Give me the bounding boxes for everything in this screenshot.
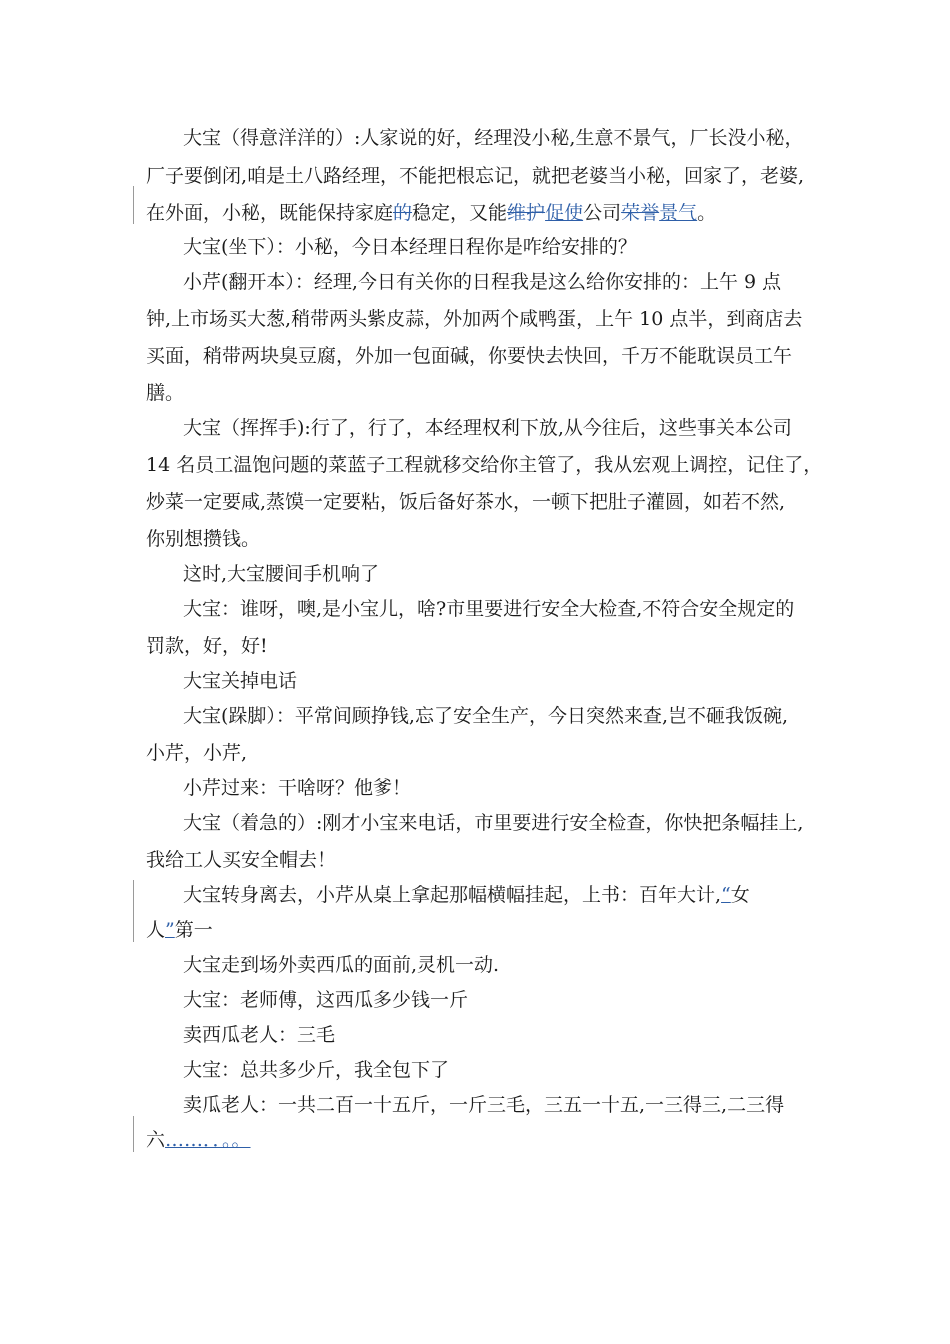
- paragraph-line: 这时,大宝腰间手机响了: [183, 563, 380, 585]
- text-run: 在外面，小秘，既能保持家庭: [146, 202, 394, 224]
- inserted-text: “: [721, 884, 731, 906]
- paragraph-line: 大宝：谁呀，噢,是小宝儿，啥?市里要进行安全大检查,不符合安全规定的: [183, 598, 795, 620]
- paragraph-line: 大宝（挥挥手):行了，行了，本经理权利下放,从今往后，这些事关本公司: [183, 417, 792, 439]
- text-run: 女: [730, 884, 750, 906]
- paragraph-line: 大宝：老师傅，这西瓜多少钱一斤: [183, 989, 469, 1011]
- paragraph-line: 大宝走到场外卖西瓜的面前,灵机一动.: [183, 954, 500, 976]
- paragraph-line: 你别想攒钱。: [146, 528, 261, 550]
- change-bar: [133, 186, 134, 224]
- deleted-text: 的: [393, 202, 413, 224]
- paragraph-line: 大宝关掉电话: [183, 670, 298, 692]
- inserted-text: ……: [165, 1129, 204, 1151]
- inserted-text: 景气: [659, 202, 698, 224]
- deleted-text: 荣誉: [621, 202, 660, 224]
- paragraph-line: 大宝(跺脚）：平常间顾挣钱,忘了安全生产，今日突然来查,岂不砸我饭碗,: [183, 705, 789, 727]
- paragraph-line: 大宝：总共多少斤，我全包下了: [183, 1059, 450, 1081]
- text-run: 稳定，又能: [412, 202, 508, 224]
- text-run: 大宝转身离去，小芹从桌上拿起那幅横幅挂起，上书：百年大计,: [183, 884, 722, 906]
- paragraph-line: 钟,上市场买大葱,稍带两头紫皮蒜，外加两个咸鸭蛋，上午 10 点半，到商店去: [146, 308, 803, 330]
- deleted-text: 维护: [507, 202, 546, 224]
- paragraph-line-revised: [146, 201, 716, 225]
- text-run: 六: [146, 1129, 166, 1151]
- change-bar: [133, 1116, 134, 1152]
- text-run: 人: [146, 919, 166, 941]
- text-run: 公司: [583, 202, 622, 224]
- paragraph-line: 小芹，小芹,: [146, 742, 248, 764]
- paragraph-line-revised: [183, 883, 750, 907]
- paragraph-line: 14 名员工温饱问题的菜蓝子工程就移交给你主管了，我从宏观上调控，记住了，: [146, 454, 823, 476]
- paragraph-line: 大宝（着急的）:刚才小宝来电话，市里要进行安全检查，你快把条幅挂上,: [183, 812, 804, 834]
- change-bar: [133, 880, 134, 942]
- paragraph-line: 膳。: [146, 382, 185, 404]
- inserted-text: ．．。。: [203, 1129, 251, 1151]
- paragraph-line: 罚款，好，好!: [146, 635, 268, 657]
- paragraph-line: 大宝（得意洋洋的）:人家说的好，经理没小秘,生意不景气，厂长没小秘，: [183, 127, 804, 149]
- paragraph-line: 卖西瓜老人：三毛: [183, 1024, 336, 1046]
- paragraph-line: 厂子要倒闭,咱是土八路经理，不能把根忘记，就把老婆当小秘，回家了，老婆,: [146, 165, 805, 187]
- paragraph-line: 小芹过来：干啥呀？他爹！: [183, 777, 412, 799]
- paragraph-line: 小芹(翻开本）：经理,今日有关你的日程我是这么给你安排的：上午 9 点: [183, 271, 782, 293]
- paragraph-line: 我给工人买安全帽去！: [146, 849, 337, 871]
- paragraph-line: 卖瓜老人：一共二百一十五斤，一斤三毛，三五一十五,一三得三,二三得: [183, 1094, 785, 1116]
- paragraph-line-revised: [146, 1128, 251, 1152]
- text-run: 。: [697, 202, 717, 224]
- text-run: 第一: [174, 919, 213, 941]
- paragraph-line-revised: [146, 918, 213, 942]
- inserted-text: 促使: [545, 202, 584, 224]
- paragraph-line: 买面，稍带两块臭豆腐，外加一包面碱，你要快去快回，千万不能耽误员工午: [146, 345, 793, 367]
- paragraph-line: 炒菜一定要咸,蒸馍一定要粘，饭后备好茶水，一顿下把肚子灌圆，如若不然,: [146, 491, 786, 513]
- inserted-text: ”: [165, 919, 175, 941]
- paragraph-line: 大宝(坐下）：小秘，今日本经理日程你是咋给安排的？: [183, 236, 637, 258]
